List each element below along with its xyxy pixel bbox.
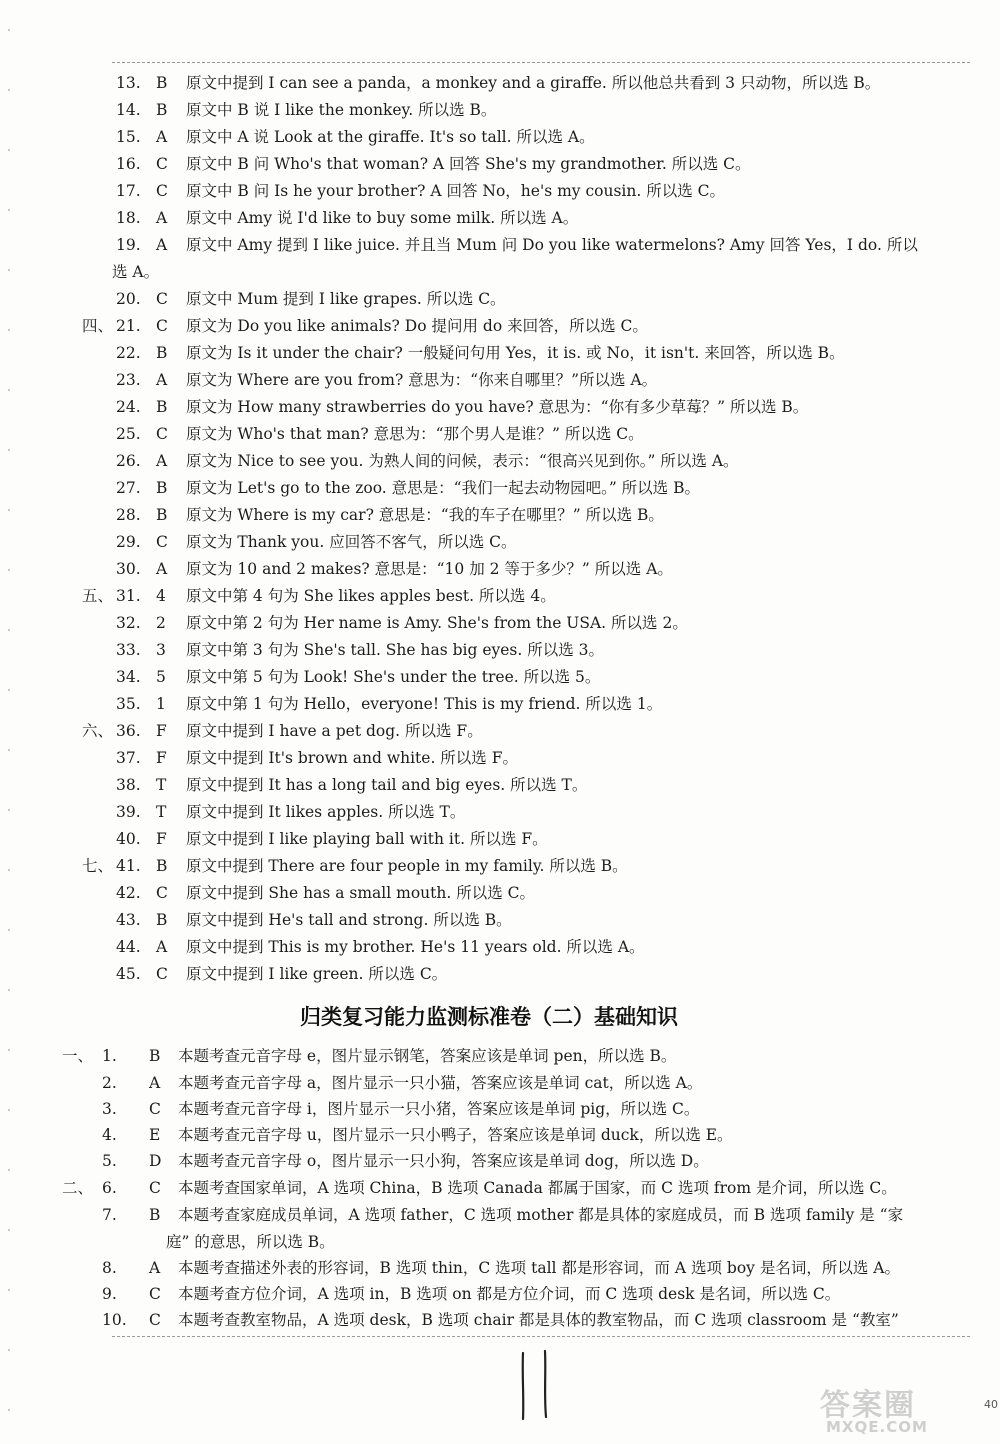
question-number: 30. [116, 560, 141, 578]
explanation-text: 原文中 A 说 Look at the giraffe. It's so tall. 所以选 A。 [186, 128, 595, 146]
answer-row [0, 205, 1000, 232]
explanation-text: 原文为 Where is my car? 意思是：“我的车子在哪里？” 所以选 B。 [186, 506, 664, 524]
answer-row [0, 1307, 1000, 1334]
question-number: 1. [102, 1047, 117, 1065]
question-number: 31. [116, 587, 141, 605]
explanation-text: 原文为 How many strawberries do you have? 意思为：“你有多少草莓？” 所以选 B。 [186, 398, 809, 416]
answer-letter: A [156, 938, 168, 956]
answer-letter: A [156, 452, 168, 470]
question-number: 25. [116, 425, 141, 443]
answer-letter: 2 [156, 614, 166, 632]
explanation-text: 原文中第 3 句为 She's tall. She has big eyes. 所以选 3。 [186, 641, 605, 659]
answer-letter: A [156, 560, 168, 578]
answer-letter: T [156, 776, 167, 794]
answer-row [0, 610, 1000, 637]
explanation-text: 原文为 10 and 2 makes? 意思是：“10 加 2 等于多少？” 所以选 A。 [186, 560, 673, 578]
explanation-text: 本题考查教室物品，A 选项 desk，B 选项 chair 都是具体的教室物品，而 C 选项 classroom 是 “教室” [178, 1311, 899, 1329]
answer-letter: B [156, 344, 168, 362]
answer-row [0, 178, 1000, 205]
answer-row [0, 529, 1000, 556]
question-number: 17. [116, 182, 141, 200]
section-title: 归类复习能力监测标准卷（二）基础知识 [300, 1005, 678, 1029]
answer-row [0, 1070, 1000, 1097]
question-number: 39. [116, 803, 141, 821]
question-number: 24. [116, 398, 141, 416]
q19-continuation: 选 A。 [112, 263, 160, 281]
answer-row [0, 448, 1000, 475]
answer-letter: A [149, 1259, 161, 1277]
watermark-logo-text: 答案圈 [820, 1388, 916, 1423]
answer-row [0, 502, 1000, 529]
answer-letter: 3 [156, 641, 166, 659]
answer-row [0, 637, 1000, 664]
answer-row [0, 232, 1000, 259]
explanation-text: 本题考查元音字母 e，图片显示钢笔，答案应该是单词 pen，所以选 B。 [178, 1047, 677, 1065]
answer-row [0, 394, 1000, 421]
answer-letter: C [149, 1311, 161, 1329]
explanation-text: 原文中提到 There are four people in my family. 所以选 B。 [186, 857, 628, 875]
question-number: 14. [116, 101, 141, 119]
explanation-text: 本题考查元音字母 o，图片显示一只小狗，答案应该是单词 dog，所以选 D。 [178, 1152, 709, 1170]
explanation-text: 原文中提到 I like green. 所以选 C。 [186, 965, 448, 983]
question-number: 20. [116, 290, 141, 308]
answer-row [0, 367, 1000, 394]
question-number: 43. [116, 911, 141, 929]
answer-row [0, 151, 1000, 178]
answer-letter: C [149, 1100, 161, 1118]
question-number: 5. [102, 1152, 117, 1170]
question-number: 7. [102, 1206, 117, 1224]
question-number: 28. [116, 506, 141, 524]
question-number: 4. [102, 1126, 117, 1144]
answer-row [0, 934, 1000, 961]
explanation-text: 原文为 Nice to see you. 为熟人间的问候，表示：“很高兴见到你。” 所以选 A。 [186, 452, 739, 470]
answer-letter: F [156, 830, 167, 848]
explanation-text: 原文中 Amy 提到 I like juice. 并且当 Mum 问 Do you like watermelons? Amy 回答 Yes，I do. 所以 [186, 236, 918, 254]
answer-row [0, 880, 1000, 907]
explanation-text: 原文中 Mum 提到 I like grapes. 所以选 C。 [186, 290, 506, 308]
question-number: 26. [116, 452, 141, 470]
answer-letter: B [149, 1047, 161, 1065]
answer-row [0, 70, 1000, 97]
answer-row [0, 907, 1000, 934]
answer-row [0, 1122, 1000, 1149]
question-number: 10. [102, 1311, 127, 1329]
answer-letter: B [149, 1206, 161, 1224]
question-number: 19. [116, 236, 141, 254]
question-number: 45. [116, 965, 141, 983]
explanation-text: 原文中提到 It likes apples. 所以选 T。 [186, 803, 466, 821]
question-number: 29. [116, 533, 141, 551]
question-number: 8. [102, 1259, 117, 1277]
explanation-text: 原文中第 2 句为 Her name is Amy. She's from the USA. 所以选 2。 [186, 614, 688, 632]
explanation-text: 本题考查元音字母 i，图片显示一只小猪，答案应该是单词 pig，所以选 C。 [178, 1100, 700, 1118]
explanation-text: 原文为 Let's go to the zoo. 意思是：“我们一起去动物园吧。” 所以选 B。 [186, 479, 700, 497]
question-number: 40. [116, 830, 141, 848]
section-number: 五、 [82, 587, 114, 605]
answer-row [0, 718, 1000, 745]
answer-letter: C [156, 317, 168, 335]
answer-row [0, 1202, 1000, 1229]
answer-letter: B [156, 506, 168, 524]
answer-letter: 4 [156, 587, 166, 605]
watermark-url: MXQE.COM [826, 1418, 928, 1436]
answer-row [0, 961, 1000, 988]
answer-row [0, 475, 1000, 502]
answer-row [0, 97, 1000, 124]
answer-row [0, 1175, 1000, 1202]
answer-letter: A [156, 209, 168, 227]
question-number: 33. [116, 641, 141, 659]
explanation-text: 原文为 Where are you from? 意思为：“你来自哪里？”所以选 A。 [186, 371, 658, 389]
answer-letter: C [156, 155, 168, 173]
explanation-text: 原文中 Amy 说 I'd like to buy some milk. 所以选 A。 [186, 209, 579, 227]
answer-row [0, 583, 1000, 610]
answer-row [0, 853, 1000, 880]
watermark [820, 1380, 998, 1440]
explanation-text: 原文中提到 It has a long tail and big eyes. 所以选 T。 [186, 776, 588, 794]
question-number: 9. [102, 1285, 117, 1303]
answer-letter: F [156, 722, 167, 740]
explanation-text: 原文中第 1 句为 Hello，everyone! This is my friend. 所以选 1。 [186, 695, 663, 713]
answer-row [0, 313, 1000, 340]
question-number: 23. [116, 371, 141, 389]
question-number: 34. [116, 668, 141, 686]
answer-letter: C [156, 965, 168, 983]
answer-row [0, 340, 1000, 367]
explanation-text: 原文中第 5 句为 Look! She's under the tree. 所以选 5。 [186, 668, 601, 686]
answer-letter: B [156, 101, 168, 119]
question-number: 6. [102, 1179, 117, 1197]
question-number: 15. [116, 128, 141, 146]
answer-row [0, 286, 1000, 313]
answer-letter: C [149, 1285, 161, 1303]
answer-letter: A [156, 236, 168, 254]
explanation-text: 本题考查国家单词，A 选项 China，B 选项 Canada 都属于国家，而 C 选项 from 是介词，所以选 C。 [178, 1179, 897, 1197]
explanation-text: 原文中提到 I have a pet dog. 所以选 F。 [186, 722, 483, 740]
explanation-text: 原文中提到 It's brown and white. 所以选 F。 [186, 749, 518, 767]
explanation-text: 本题考查方位介词，A 选项 in，B 选项 on 都是方位介词，而 C 选项 desk 是名词，所以选 C。 [178, 1285, 841, 1303]
answer-row [0, 745, 1000, 772]
answer-row [0, 1148, 1000, 1175]
explanation-text: 原文中 B 说 I like the monkey. 所以选 B。 [186, 101, 497, 119]
bottom-divider [112, 1336, 970, 1337]
explanation-text: 原文中提到 This is my brother. He's 11 years old. 所以选 A。 [186, 938, 645, 956]
explanation-text: 本题考查元音字母 u，图片显示一只小鸭子，答案应该是单词 duck，所以选 E。 [178, 1126, 733, 1144]
question-number: 35. [116, 695, 141, 713]
question-number: 18. [116, 209, 141, 227]
explanation-text: 原文中 B 问 Who's that woman? A 回答 She's my grandmother. 所以选 C。 [186, 155, 751, 173]
question-number: 38. [116, 776, 141, 794]
question-number: 32. [116, 614, 141, 632]
answer-row [0, 1043, 1000, 1070]
answer-row [0, 691, 1000, 718]
section-number: 六、 [82, 722, 114, 740]
question-number: 41. [116, 857, 141, 875]
question-number: 27. [116, 479, 141, 497]
answer-row [0, 421, 1000, 448]
question-number: 21. [116, 317, 141, 335]
explanation-text: 原文为 Thank you. 应回答不客气，所以选 C。 [186, 533, 517, 551]
explanation-text: 原文中提到 He's tall and strong. 所以选 B。 [186, 911, 512, 929]
answer-row [0, 1255, 1000, 1282]
handwritten-page-number [505, 1345, 565, 1425]
answer-row [0, 556, 1000, 583]
explanation-text: 原文中提到 I like playing ball with it. 所以选 F。 [186, 830, 548, 848]
answer-letter: A [156, 371, 168, 389]
answer-letter: 1 [156, 695, 166, 713]
answer-letter: B [156, 398, 168, 416]
section-number: 二、 [62, 1179, 94, 1197]
top-divider [112, 62, 970, 63]
question-number: 37. [116, 749, 141, 767]
question-number: 13. [116, 74, 141, 92]
question-number: 3. [102, 1100, 117, 1118]
answer-row [0, 826, 1000, 853]
answer-letter: C [156, 182, 168, 200]
explanation-text: 本题考查描述外表的形容词，B 选项 thin，C 选项 tall 都是形容词，而 A 选项 boy 是名词，所以选 A。 [178, 1259, 900, 1277]
q7-continuation: 庭” 的意思，所以选 B。 [166, 1233, 335, 1251]
answer-letter: A [156, 128, 168, 146]
explanation-text: 本题考查元音字母 a，图片显示一只小猫，答案应该是单词 cat，所以选 A。 [178, 1074, 703, 1092]
answer-letter: C [156, 290, 168, 308]
answer-row [0, 799, 1000, 826]
answer-letter: T [156, 803, 167, 821]
explanation-text: 原文中提到 She has a small mouth. 所以选 C。 [186, 884, 536, 902]
question-number: 44. [116, 938, 141, 956]
answer-letter: D [149, 1152, 162, 1170]
answer-row [0, 1281, 1000, 1308]
explanation-text: 原文中第 4 句为 She likes apples best. 所以选 4。 [186, 587, 556, 605]
answer-letter: 5 [156, 668, 166, 686]
question-number: 2. [102, 1074, 117, 1092]
answer-letter: C [156, 884, 168, 902]
question-number: 42. [116, 884, 141, 902]
answer-row [0, 664, 1000, 691]
answer-letter: C [149, 1179, 161, 1197]
answer-letter: B [156, 74, 168, 92]
answer-letter: B [156, 857, 168, 875]
explanation-text: 原文为 Who's that man? 意思为：“那个男人是谁？” 所以选 C。 [186, 425, 644, 443]
answer-row [0, 1096, 1000, 1123]
answer-letter: B [156, 911, 168, 929]
explanation-text: 原文中 B 问 Is he your brother? A 回答 No，he's my cousin. 所以选 C。 [186, 182, 726, 200]
question-number: 36. [116, 722, 141, 740]
section-number: 四、 [82, 317, 114, 335]
explanation-text: 原文为 Do you like animals? Do 提问用 do 来回答，所以选 C。 [186, 317, 648, 335]
answer-row [0, 772, 1000, 799]
answer-letter: A [149, 1074, 161, 1092]
section-number: 七、 [82, 857, 114, 875]
answer-letter: C [156, 425, 168, 443]
answer-letter: F [156, 749, 167, 767]
answer-letter: C [156, 533, 168, 551]
answer-letter: B [156, 479, 168, 497]
answer-row [0, 124, 1000, 151]
section-number: 一、 [62, 1047, 94, 1065]
explanation-text: 原文为 Is it under the chair? 一般疑问句用 Yes，it is. 或 No，it isn't. 来回答，所以选 B。 [186, 344, 845, 362]
corner-mark: 40 [984, 1398, 998, 1411]
explanation-text: 原文中提到 I can see a panda，a monkey and a giraffe. 所以他总共看到 3 只动物，所以选 B。 [186, 74, 881, 92]
question-number: 22. [116, 344, 141, 362]
answer-letter: E [149, 1126, 161, 1144]
question-number: 16. [116, 155, 141, 173]
explanation-text: 本题考查家庭成员单词，A 选项 father，C 选项 mother 都是具体的家庭成员，而 B 选项 family 是 “家 [178, 1206, 904, 1224]
